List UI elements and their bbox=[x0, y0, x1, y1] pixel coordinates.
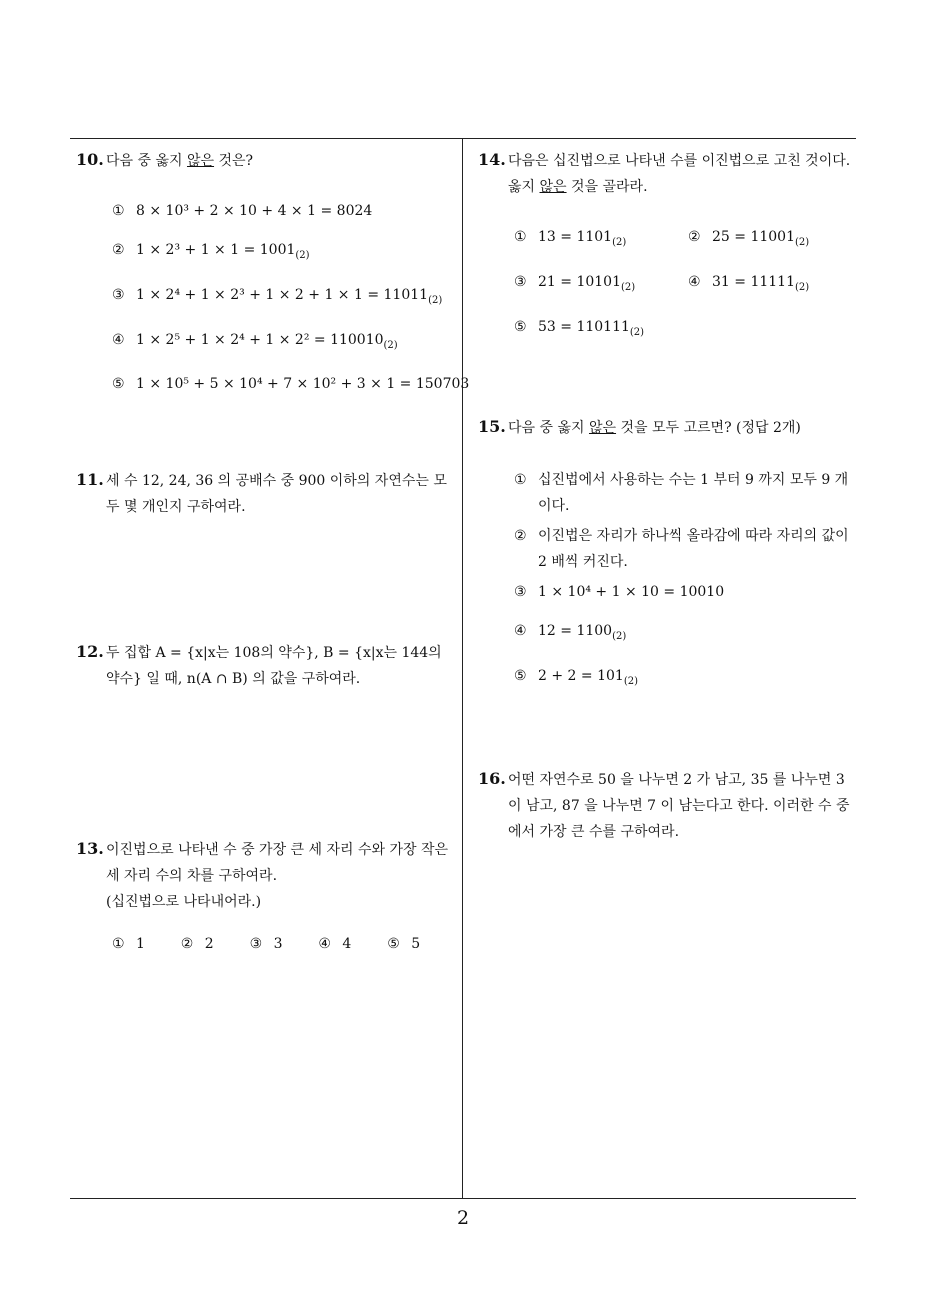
question-11-stem bbox=[76, 467, 456, 520]
choice-4[interactable]: ④ $12 = 1100_{(2)}$ bbox=[514, 623, 627, 642]
choice-4[interactable]: ④ $1 \times 2^5 + 1 \times 2^4 + 1 \times 2^2 = 110010_{(2)}$ bbox=[112, 331, 398, 351]
question-10 bbox=[76, 147, 470, 410]
choice-5[interactable]: ⑤ 5 bbox=[387, 936, 421, 952]
question-12-stem bbox=[76, 639, 456, 692]
page-number: 2 bbox=[456, 1207, 470, 1229]
choice-4[interactable]: ④ 4 bbox=[318, 936, 352, 952]
choice-3[interactable]: ③ $21 = 10101_{(2)}$ bbox=[514, 273, 636, 293]
question-11 bbox=[76, 467, 456, 520]
question-number: 14. bbox=[478, 150, 506, 169]
question-13-stem bbox=[76, 836, 456, 889]
question-number: 12. bbox=[76, 642, 104, 661]
question-number: 11. bbox=[76, 470, 104, 489]
top-rule bbox=[70, 138, 856, 139]
choice-list bbox=[76, 198, 470, 397]
choice-2[interactable]: ② 이진법은 자리가 하나씩 올라감에 따라 자리의 값이 2 배씩 커진다. bbox=[514, 528, 849, 570]
choice-2[interactable]: ② 2 bbox=[180, 936, 214, 952]
question-14 bbox=[478, 147, 858, 345]
question-text: 다음 중 옳지 않은 것은? bbox=[106, 153, 254, 169]
choice-1[interactable]: ① $13 = 1101_{(2)}$ bbox=[514, 229, 627, 248]
question-number: 10. bbox=[76, 150, 104, 169]
question-text: 다음은 십진법으로 나타낸 수를 이진법으로 고친 것이다. 옳지 않은 것을 골라라. bbox=[508, 153, 851, 195]
choice-list bbox=[478, 467, 858, 695]
question-text: 다음 중 옳지 않은 것을 모두 고르면? (정답 2개) bbox=[508, 420, 801, 436]
question-14-stem bbox=[478, 147, 858, 200]
question-number: 16. bbox=[478, 769, 506, 788]
choice-1[interactable]: ① 십진법에서 사용하는 수는 1 부터 9 까지 모두 9 개이다. bbox=[514, 472, 849, 514]
question-text: 이진법으로 나타낸 수 중 가장 큰 세 자리 수와 가장 작은 세 자리 수의 차를 구하여라. bbox=[106, 842, 449, 884]
choice-1[interactable]: ① 1 bbox=[112, 936, 145, 952]
question-15-stem bbox=[478, 414, 858, 441]
choice-1[interactable]: ① 8 × 10³ + 2 × 10 + 4 × 1 = 8024 bbox=[112, 203, 373, 219]
choice-5[interactable]: ⑤ $2 + 2 = 101_{(2)}$ bbox=[514, 667, 638, 687]
question-text: 세 수 12, 24, 36 의 공배수 중 900 이하의 자연수는 모두 몇 개인지 구하여라. bbox=[106, 473, 447, 515]
question-12 bbox=[76, 639, 456, 692]
question-10-stem bbox=[76, 147, 456, 174]
question-16 bbox=[478, 766, 858, 845]
question-note: (십진법으로 나타내어라.) bbox=[106, 894, 262, 910]
choice-list bbox=[76, 931, 456, 957]
choice-5[interactable]: ⑤ $53 = 110111_{(2)}$ bbox=[514, 318, 645, 338]
question-number: 13. bbox=[76, 839, 104, 858]
choice-3[interactable]: ③ 1 × 10⁴ + 1 × 10 = 10010 bbox=[514, 584, 725, 600]
choice-5[interactable]: ⑤ 1 × 10⁵ + 5 × 10⁴ + 7 × 10² + 3 × 1 = 150703 bbox=[112, 376, 470, 393]
bottom-rule bbox=[70, 1198, 856, 1199]
choice-3[interactable]: ③ 3 bbox=[249, 936, 283, 952]
choice-list bbox=[478, 224, 858, 345]
choice-3[interactable]: ③ $1 \times 2^4 + 1 \times 2^3 + 1 \times 2 + 1 \times 1 = 11011_{(2)}$ bbox=[112, 286, 443, 306]
choice-2[interactable]: ② $1 \times 2^3 + 1 \times 1 = 1001_{(2)}$ bbox=[112, 242, 310, 261]
question-text: 두 집합 A = {x|x는 108의 약수}, B = {x|x는 144의 약수} 일 때, n(A ∩ B) 의 값을 구하여라. bbox=[106, 645, 442, 687]
question-16-stem bbox=[478, 766, 858, 845]
question-15 bbox=[478, 414, 858, 708]
question-text: 어떤 자연수로 50 을 나누면 2 가 남고, 35 를 나누면 3 이 남고, 87 을 나누면 7 이 남는다고 한다. 이러한 수 중에서 가장 큰 수를 구하여라. bbox=[508, 772, 850, 840]
question-13 bbox=[76, 836, 456, 957]
question-number: 15. bbox=[478, 417, 506, 436]
column-divider bbox=[462, 139, 463, 1198]
choice-2[interactable]: ② $25 = 11001_{(2)}$ bbox=[688, 229, 810, 248]
choice-4[interactable]: ④ $31 = 11111_{(2)}$ bbox=[688, 273, 810, 293]
